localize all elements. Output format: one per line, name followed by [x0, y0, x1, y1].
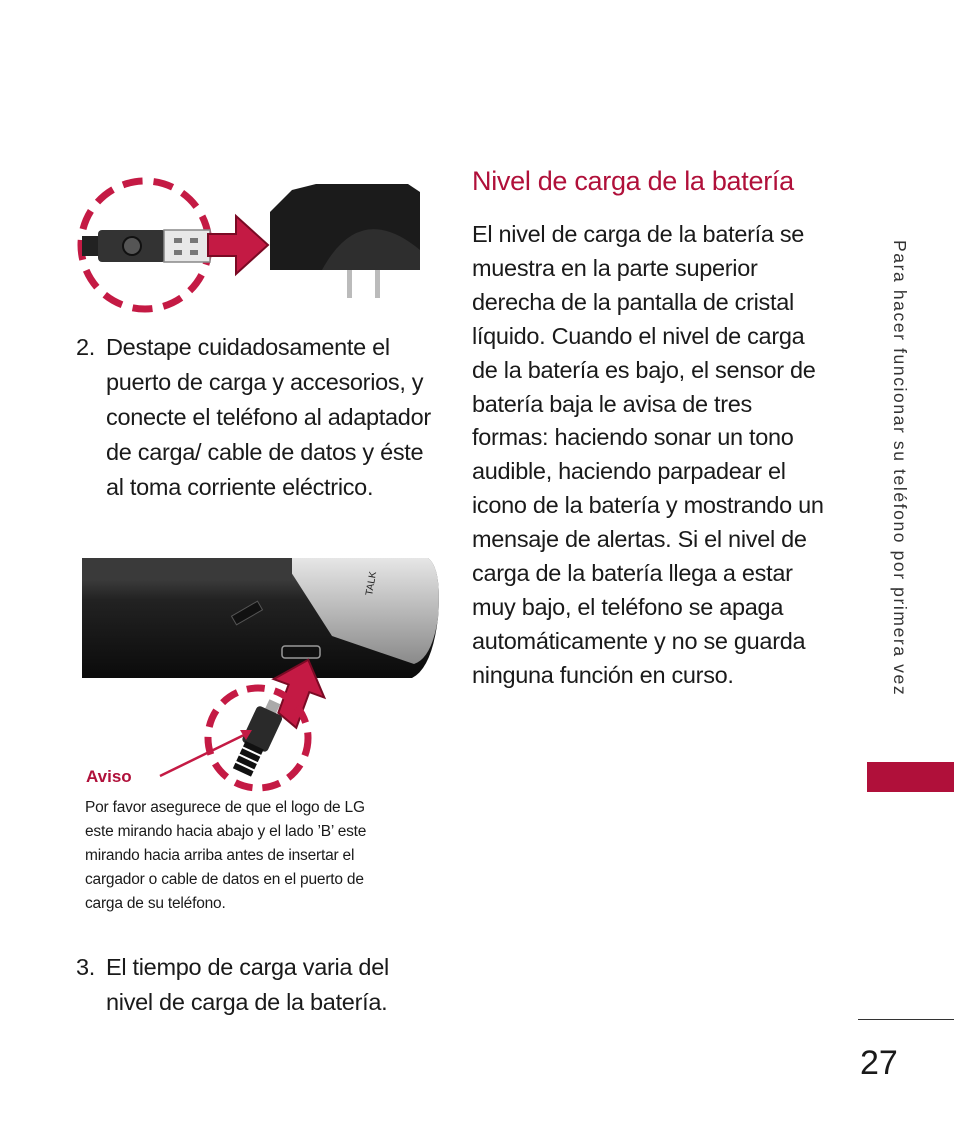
- usb-plug-icon: [82, 230, 210, 262]
- talk-key-label: TALK: [364, 570, 380, 597]
- charging-port: [282, 646, 320, 658]
- page-number: 27: [860, 1044, 898, 1082]
- section-heading: Nivel de carga de la batería: [472, 166, 794, 196]
- aviso-title: Aviso: [86, 767, 132, 786]
- aviso-text: Por favor asegurece de que el logo de LG este mirando hacia abajo y el lado ’B’ este mirando hacia arriba antes de insertar el cargador o cable de datos en el puerto de carga de su teléfono.: [85, 799, 367, 912]
- step-number: 3.: [76, 954, 95, 980]
- charger-illustration: [60, 170, 430, 340]
- section-body: El nivel de carga de la batería se muestra en la parte superior derecha de la pantalla de cristal líquido. Cuando el nivel de carga de la batería es bajo, el sensor de batería baja le avisa de tres formas: haciendo sonar un tono audible, haciendo parpadear el icono de la batería y mostrando un mensaje de alertas. Si el nivel de carga de la batería llega a estar muy bajo, el teléfono se apaga automáticamente y no se guarda ninguna función en curso.: [472, 221, 824, 688]
- phone-icon: [82, 558, 439, 678]
- page-number-rule: [858, 1019, 954, 1020]
- side-tab-label: Para hacer funcionar su teléfono por primera vez: [890, 240, 910, 697]
- phone-port-illustration: [82, 558, 442, 798]
- aviso-pointer-line: [160, 734, 246, 776]
- step-text: El tiempo de carga varia del nivel de carga de la batería.: [106, 954, 389, 1015]
- step-3: [76, 950, 416, 1020]
- step-2: [76, 330, 436, 505]
- connect-arrow-icon: [208, 216, 268, 274]
- wall-adapter-icon: [270, 184, 420, 298]
- step-number: 2.: [76, 334, 95, 360]
- step-text: Destape cuidadosamente el puerto de carga y accesorios, y conecte el teléfono al adaptador de carga/ cable de datos y éste al toma corriente eléctrico.: [106, 334, 431, 500]
- side-tab-marker: [867, 762, 954, 792]
